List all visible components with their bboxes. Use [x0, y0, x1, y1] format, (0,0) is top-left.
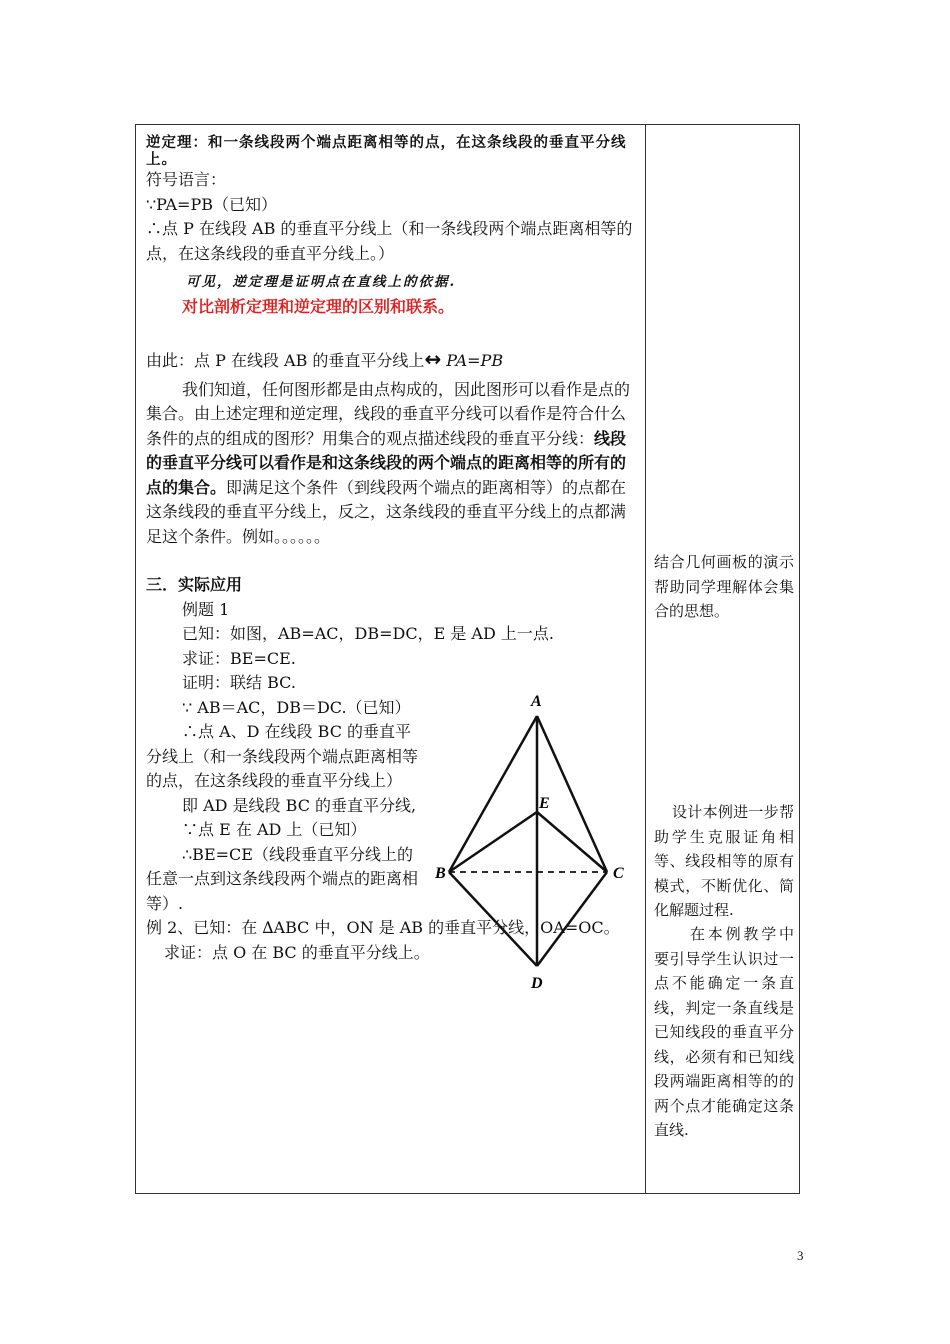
segment-ce [537, 812, 607, 872]
label-b: B [435, 865, 446, 882]
set-paragraph [146, 378, 640, 550]
segment-ac [537, 716, 607, 872]
set-para-bold: 线段的垂直平分线可以看作是和这条线段的两个端点的距离相等的所有的点的集合。 [146, 428, 627, 497]
geometry-figure [435, 676, 645, 1016]
example2-given: 例 2、已知：在 ∆ABC 中，ON 是 AB 的垂直平分线，OA=OC。 [146, 918, 620, 937]
side-note-2: 设计本例进一步帮助学生克服证角相等、线段相等的原有模式，不断优化、简化解题过程. [654, 803, 794, 919]
iff-suffix: PA=PB [446, 351, 504, 370]
side-note-3: 在本例教学中要引导学生认识过一点不能确定一条直线，判定一条直线是已知线段的垂直平分线，必须有和已知线段两端距离相等的的两个点才能确定这条直线. [654, 925, 794, 1139]
label-a: A [531, 693, 542, 710]
table-column-divider [645, 124, 646, 1194]
segment-cd [537, 872, 607, 966]
converse-theorem: 逆定理：和一条线段两个端点距离相等的点，在这条线段的垂直平分线上。 [146, 134, 627, 168]
example1-prove: 求证：BE=CE. [182, 648, 296, 668]
proof-step-4: ∵点 E 在 AD 上（已知） [182, 820, 367, 839]
iff-arrow-icon: ↔ [424, 347, 442, 371]
set-para-part2: 即满足这个条件（到线段两个端点的距离相等）的点都在这条线段的垂直平分线上，反之，这条线段的垂直平分线上的点都满足这个条件。例如。。。。。。 [146, 477, 627, 546]
note-compare: 对比剖析定理和逆定理的区别和联系。 [182, 296, 455, 316]
label-e: E [539, 795, 550, 812]
proof-step-5: ∴BE=CE（线段垂直平分线上的任意一点到这条线段两个端点的距离相等）. [146, 844, 419, 913]
proof-step-3: 即 AD 是线段 BC 的垂直平分线, [182, 795, 417, 815]
example2-prove: 求证：点 O 在 BC 的垂直平分线上。 [164, 942, 430, 962]
example1-given: 已知：如图，AB=AC，DB=DC，E 是 AD 上一点. [182, 624, 554, 643]
set-para-part1: 我们知道，任何图形都是由点构成的，因此图形可以看作是点的集合。由上述定理和逆定理，线段的垂直平分线可以看作是符合什么条件的点的组成的图形？用集合的观点描述线段的垂直平分线： [146, 379, 631, 448]
page-number: 3 [797, 1248, 804, 1263]
note-basis: 可见，逆定理是证明点在直线上的依据. [186, 274, 457, 290]
label-c: C [613, 865, 624, 882]
label-d: D [531, 975, 543, 992]
segment-bd [449, 872, 537, 966]
example1-title: 例题 1 [182, 599, 230, 619]
given-line: ∵PA=PB（已知） [146, 194, 277, 214]
iff-prefix: 由此：点 P 在线段 AB 的垂直平分线上 [146, 351, 425, 370]
segment-be [449, 812, 537, 872]
example1-proof-start: 证明：联结 BC. [182, 673, 296, 692]
proof-step-1: ∵ AB＝AC，DB＝DC.（已知） [182, 697, 411, 717]
side-note-1: 结合几何画板的演示帮助同学理解体会集合的思想。 [654, 553, 794, 620]
section-title: 三．实际应用 [146, 575, 243, 594]
conclusion-line: ∴点 P 在线段 AB 的垂直平分线上（和一条线段两个端点距离相等的点，在这条线段的垂直平分线上。） [146, 219, 633, 263]
proof-step-2: ∴点 A、D 在线段 BC 的垂直平分线上（和一条线段两个端点距离相等的点，在这条线段的垂直平分线上） [146, 722, 419, 790]
iff-statement [146, 347, 640, 374]
symbol-language-label: 符号语言： [146, 170, 227, 189]
segment-ab [449, 716, 537, 872]
proof-steps [146, 696, 426, 917]
